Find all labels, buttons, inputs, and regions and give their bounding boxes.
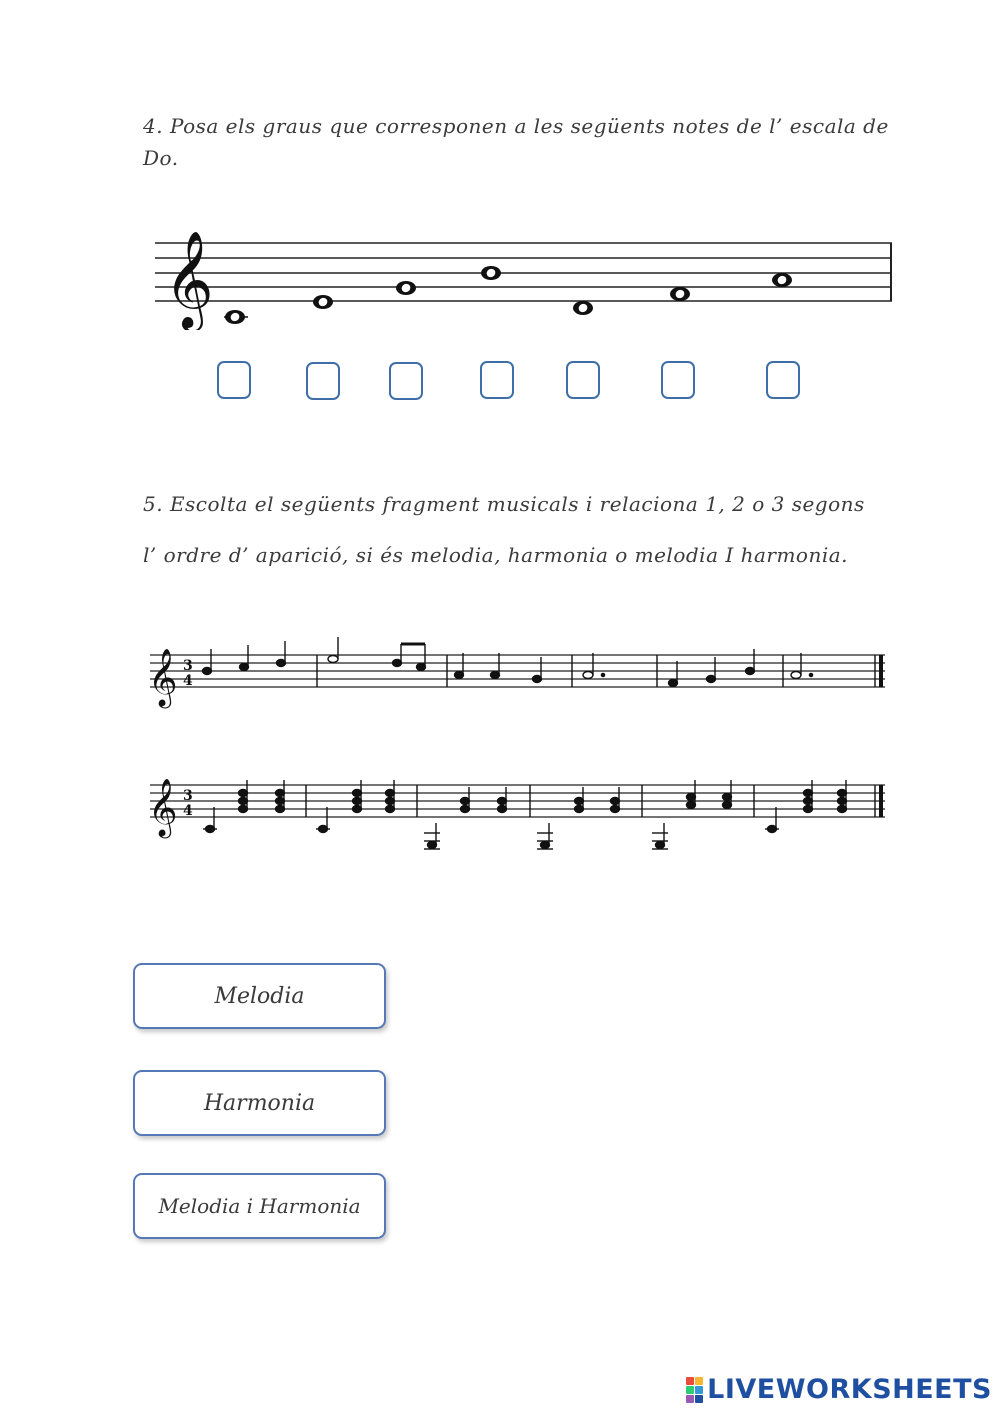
treble-clef-icon — [148, 778, 178, 839]
question-5-line-1: 5. Escolta el següents fragment musicals i relaciona 1, 2 o 3 segons — [143, 492, 865, 516]
svg-text:𝄞: 𝄞 — [148, 648, 178, 706]
choice-melodia-i-harmonia-label: Melodia i Harmonia — [158, 1194, 361, 1218]
scale-note-c2 — [573, 301, 593, 315]
treble-clef-icon — [164, 230, 214, 330]
brand-name: LIVEWORKSHEETS — [707, 1374, 992, 1405]
score-harmony — [145, 760, 890, 860]
choice-harmonia-label: Harmonia — [203, 1090, 316, 1116]
answer-box-6[interactable] — [661, 361, 695, 399]
answer-box-2[interactable] — [306, 362, 340, 400]
scale-note-g — [670, 287, 690, 301]
choice-harmonia[interactable] — [133, 1070, 386, 1136]
answer-box-7[interactable] — [766, 361, 800, 399]
answer-box-5[interactable] — [566, 361, 600, 399]
svg-text:𝄞: 𝄞 — [148, 778, 178, 836]
time-signature-top: 3 — [183, 658, 193, 674]
time-signature-bottom: 4 — [183, 673, 193, 689]
question-4-line-1: 4. Posa els graus que corresponen a les següents notes de l’ escala de — [143, 114, 889, 138]
question-5-line-2: l’ ordre d’ aparició, si és melodia, harmonia o melodia I harmonia. — [143, 543, 849, 567]
liveworksheets-logo — [686, 1374, 992, 1405]
time-signature-bottom: 4 — [183, 803, 193, 819]
scale-note-c — [224, 310, 248, 324]
choice-melodia-label: Melodia — [214, 983, 305, 1009]
scale-staff — [150, 210, 900, 330]
time-signature-top: 3 — [183, 788, 193, 804]
scale-note-e — [396, 281, 416, 295]
answer-box-1[interactable] — [217, 361, 251, 399]
treble-clef-icon — [148, 648, 178, 709]
scale-note-f — [481, 266, 501, 280]
score-melody — [145, 630, 890, 720]
svg-text:𝄞: 𝄞 — [164, 230, 214, 328]
scale-note-d — [313, 295, 333, 309]
choice-melodia[interactable] — [133, 963, 386, 1029]
choice-melodia-i-harmonia[interactable] — [133, 1173, 386, 1239]
logo-mark-icon — [686, 1377, 703, 1403]
answer-box-4[interactable] — [480, 361, 514, 399]
answer-box-3[interactable] — [389, 362, 423, 400]
question-4-line-2: Do. — [143, 146, 179, 170]
scale-note-a — [772, 273, 792, 287]
